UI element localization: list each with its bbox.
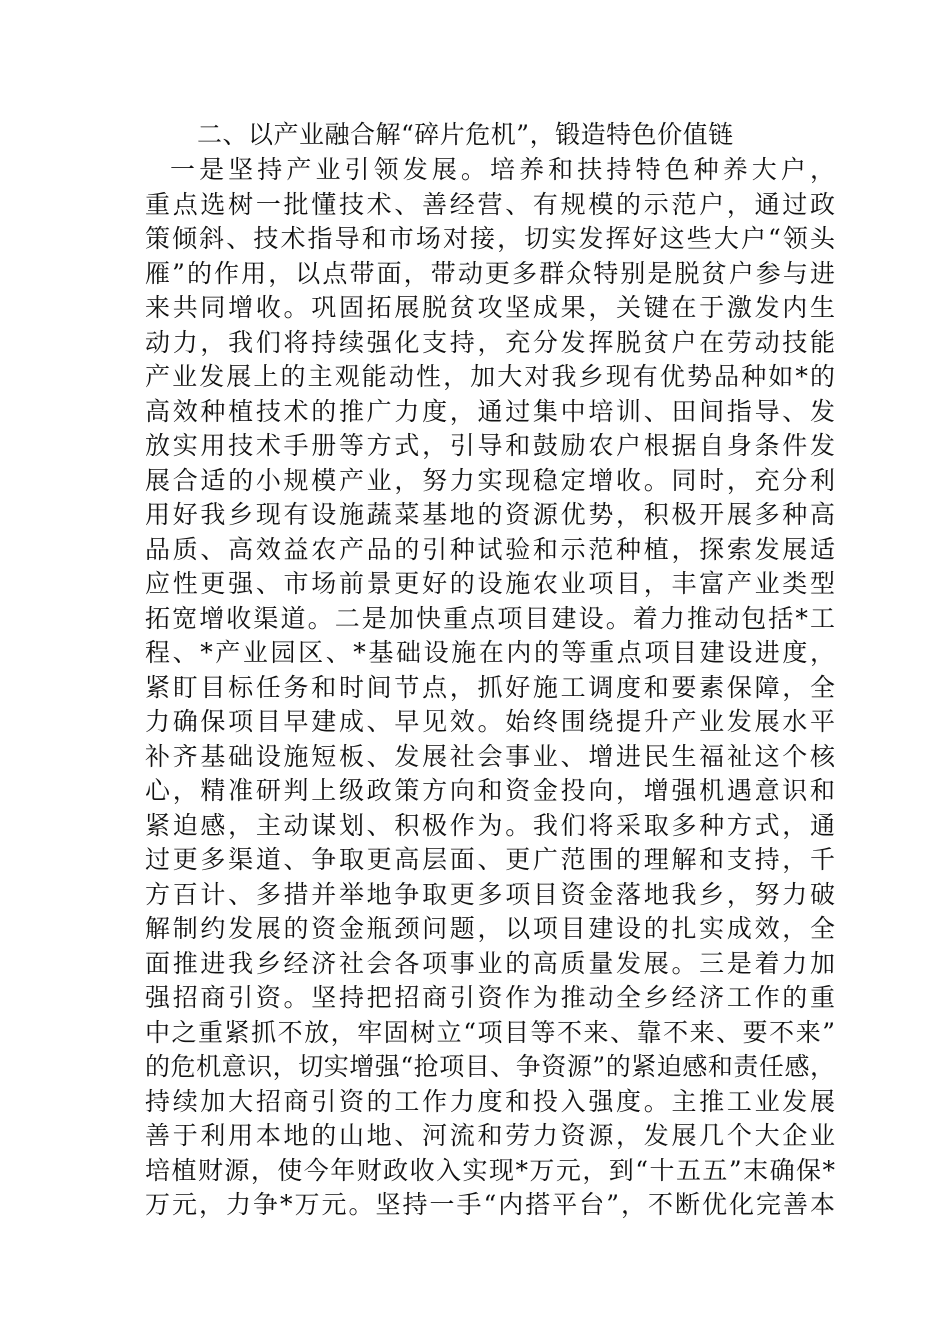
text-line: 用好我乡现有设施蔬菜基地的资源优势，积极开展多种高 bbox=[145, 500, 835, 529]
text-line: 力确保项目早建成、早见效。始终围绕提升产业发展水平 bbox=[145, 707, 835, 736]
text-line: 善于利用本地的山地、河流和劳力资源，发展几个大企业 bbox=[145, 1121, 835, 1150]
text-line: 品质、高效益农产品的引种试验和示范种植，探索发展适 bbox=[145, 534, 835, 564]
text-line: 万元，力争*万元。坚持一手“内搭平台”，不断优化完善本 bbox=[145, 1190, 835, 1219]
text-line: 紧盯目标任务和时间节点，抓好施工调度和要素保障，全 bbox=[145, 672, 835, 702]
document-content bbox=[145, 116, 835, 1223]
text-line: 补齐基础设施短板、发展社会事业、增进民生福祉这个核 bbox=[145, 741, 835, 771]
text-line: 重点选树一批懂技术、善经营、有规模的示范户，通过政 bbox=[145, 189, 835, 219]
section-heading: 二、以产业融合解“碎片危机”，锻造特色价值链 bbox=[197, 120, 734, 149]
text-line: 过更多渠道、争取更高层面、更广范围的理解和支持，千 bbox=[145, 845, 835, 874]
text-line: 强招商引资。坚持把招商引资作为推动全乡经济工作的重 bbox=[145, 983, 835, 1012]
text-line: 一是坚持产业引领发展。培养和扶持特色种养大户， bbox=[170, 155, 835, 184]
text-line: 的危机意识，切实增强“抢项目、争资源”的紧迫感和责任感， bbox=[145, 1052, 835, 1081]
body-paragraph bbox=[145, 153, 835, 1223]
text-line: 产业发展上的主观能动性，加大对我乡现有优势品种如*的 bbox=[145, 362, 835, 391]
text-line: 面推进我乡经济社会各项事业的高质量发展。三是着力加 bbox=[145, 948, 835, 978]
text-line: 持续加大招商引资的工作力度和投入强度。主推工业发展 bbox=[145, 1086, 835, 1116]
text-line: 解制约发展的资金瓶颈问题，以项目建设的扎实成效，全 bbox=[145, 914, 835, 943]
text-line: 培植财源，使今年财政收入实现*万元，到“十五五”末确保* bbox=[145, 1155, 835, 1185]
text-line: 动力，我们将持续强化支持，充分发挥脱贫户在劳动技能 bbox=[145, 327, 835, 357]
text-line: 来共同增收。巩固拓展脱贫攻坚成果，关键在于激发内生 bbox=[145, 293, 835, 322]
text-line: 展合适的小规模产业，努力实现稳定增收。同时，充分利 bbox=[145, 465, 835, 495]
text-line: 程、*产业园区、*基础设施在内的等重点项目建设进度， bbox=[145, 638, 835, 667]
text-line: 策倾斜、技术指导和市场对接，切实发挥好这些大户“领头 bbox=[145, 224, 835, 253]
text-line: 中之重紧抓不放，牢固树立“项目等不来、靠不来、要不来” bbox=[145, 1017, 835, 1047]
text-line: 拓宽增收渠道。二是加快重点项目建设。着力推动包括*工 bbox=[145, 603, 835, 633]
text-line: 方百计、多措并举地争取更多项目资金落地我乡，努力破 bbox=[145, 879, 835, 909]
text-line: 应性更强、市场前景更好的设施农业项目，丰富产业类型 bbox=[145, 569, 835, 598]
text-line: 紧迫感，主动谋划、积极作为。我们将采取多种方式，通 bbox=[145, 810, 835, 840]
text-line: 放实用技术手册等方式，引导和鼓励农户根据自身条件发 bbox=[145, 431, 835, 460]
text-line: 心，精准研判上级政策方向和资金投向，增强机遇意识和 bbox=[145, 776, 835, 805]
text-line: 高效种植技术的推广力度，通过集中培训、田间指导、发 bbox=[145, 396, 835, 426]
text-line: 雁”的作用，以点带面，带动更多群众特别是脱贫户参与进 bbox=[145, 258, 835, 288]
